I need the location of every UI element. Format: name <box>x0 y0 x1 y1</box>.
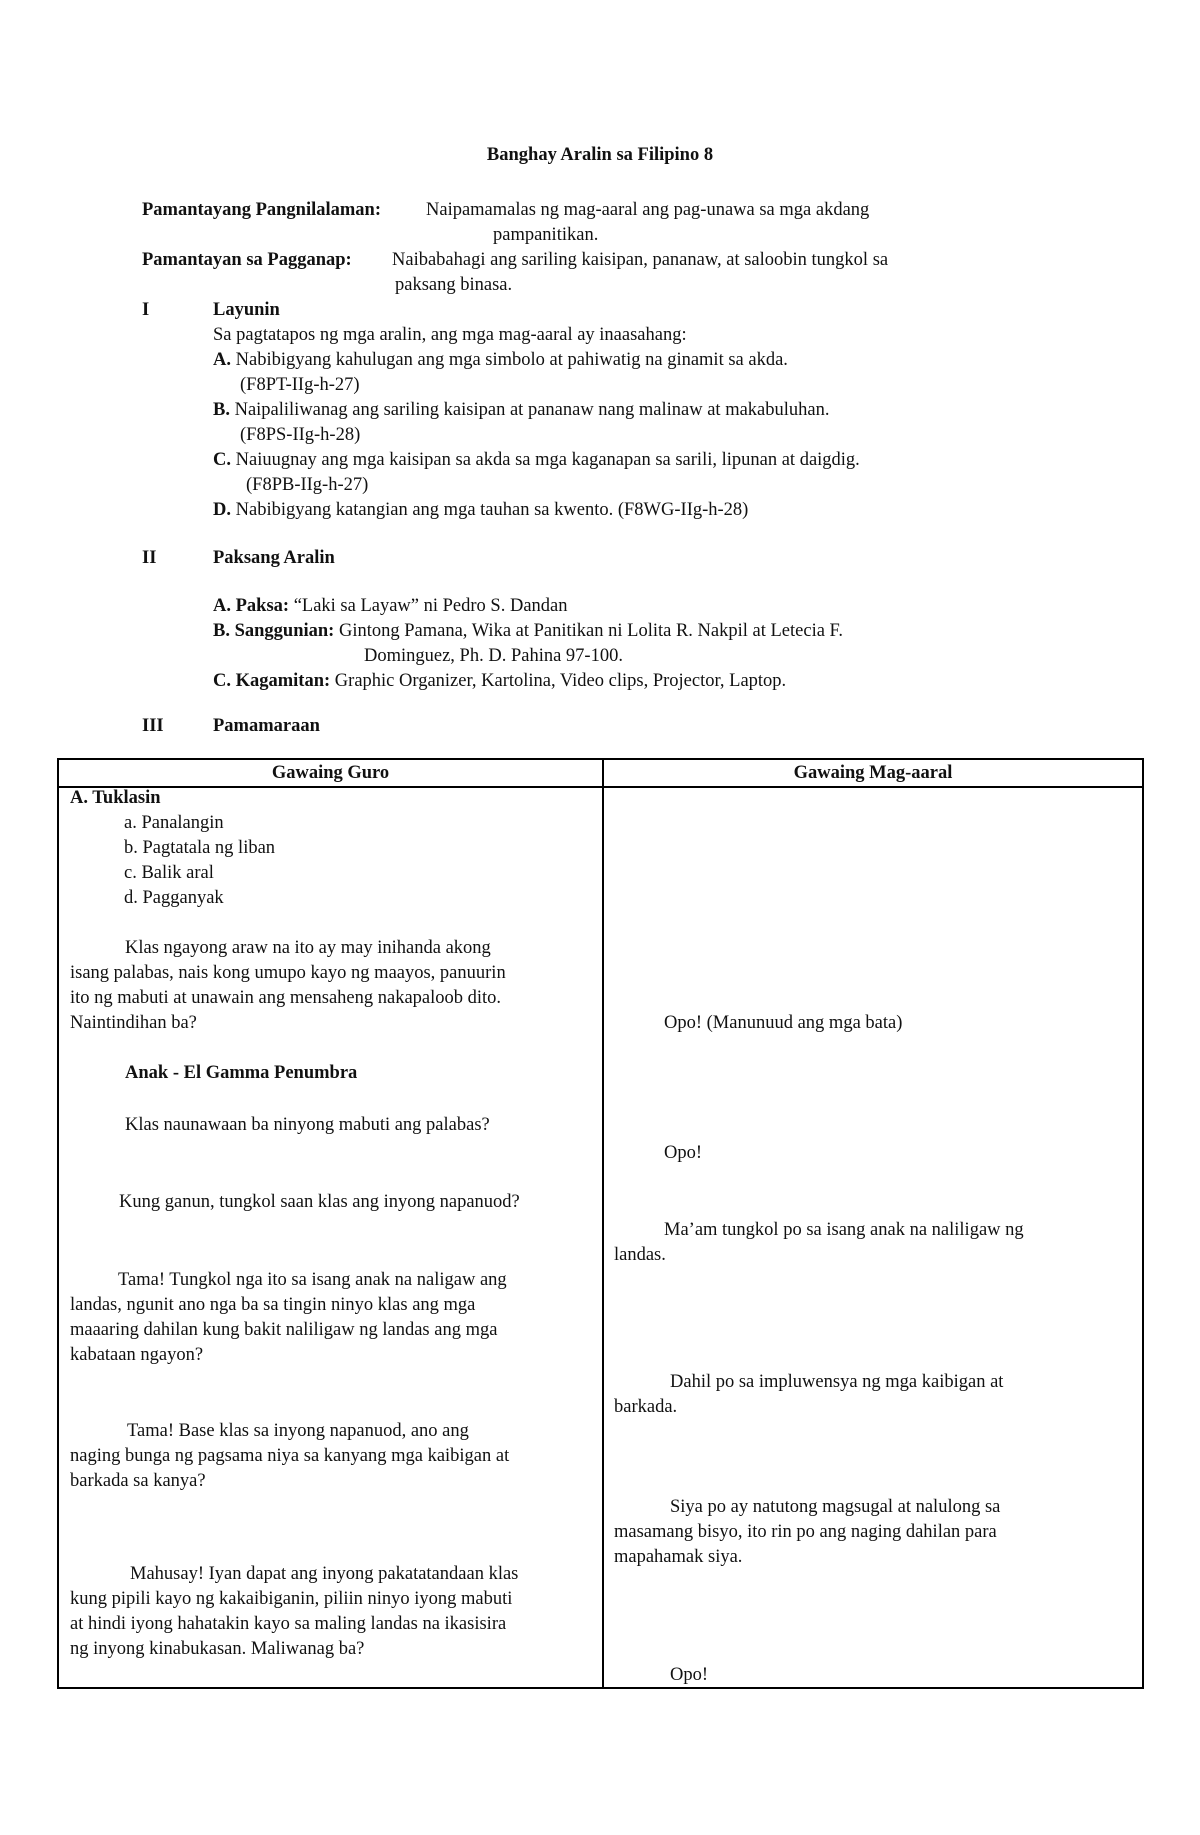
section-3-number: III <box>142 716 164 736</box>
objective-a <box>213 348 788 373</box>
section-1-heading: Layunin <box>213 300 280 320</box>
teacher-line: kung pipili kayo ng kakaibiganin, piliin ninyo iyong mabuti <box>70 1589 513 1609</box>
step-item: c. Balik aral <box>124 863 214 883</box>
step-item: d. Pagganyak <box>124 888 224 908</box>
video-title: Anak - El Gamma Penumbra <box>125 1063 358 1083</box>
step-item: b. Pagtatala ng liban <box>124 838 276 858</box>
objectives-intro: Sa pagtatapos ng mga aralin, ang mga mag-aaral ay inaasahang: <box>213 325 687 345</box>
section-1-number: I <box>142 300 150 320</box>
objective-c <box>213 448 860 473</box>
teacher-line: Tama! Base klas sa inyong napanuod, ano ang <box>127 1421 469 1441</box>
content-standard-label: Pamantayang Pangnilalaman: <box>142 200 381 220</box>
objective-letter: A. <box>213 350 231 370</box>
student-response: Opo! <box>670 1665 709 1685</box>
paksa-line <box>213 594 568 619</box>
teacher-line: at hindi iyong hahatakin kayo sa maling landas na ikasisira <box>70 1614 507 1634</box>
objective-letter: B. <box>213 400 230 420</box>
student-response-cont: mapahamak siya. <box>614 1547 743 1567</box>
objective-text: Nabibigyang kahulugan ang mga simbolo at pahiwatig na ginamit sa akda. <box>235 350 788 370</box>
teacher-line: landas, ngunit ano nga ba sa tingin ninyo klas ang mga <box>70 1295 476 1315</box>
teacher-line: ito ng mabuti at unawain ang mensaheng nakapaloob dito. <box>70 988 502 1008</box>
teacher-column-header: Gawaing Guro <box>271 763 390 783</box>
student-column-header: Gawaing Mag-aaral <box>793 763 953 783</box>
objective-text: Naiuugnay ang mga kaisipan sa akda sa mga kaganapan sa sarili, lipunan at daigdig. <box>235 450 860 470</box>
objective-d <box>213 498 748 523</box>
objective-b-code: (F8PS-IIg-h-28) <box>240 425 361 445</box>
sanggunian-line <box>213 619 843 644</box>
kagamitan-line <box>213 669 786 694</box>
tuklasin-heading: A. Tuklasin <box>70 788 161 808</box>
objective-letter: D. <box>213 500 231 520</box>
teacher-line: ng inyong kinabukasan. Maliwanag ba? <box>70 1639 365 1659</box>
student-response: Ma’am tungkol po sa isang anak na naliligaw ng <box>664 1220 1024 1240</box>
teacher-line: Mahusay! Iyan dapat ang inyong pakatatandaan klas <box>130 1564 519 1584</box>
kagamitan-label: C. Kagamitan: <box>213 671 331 691</box>
sanggunian-text-cont: Dominguez, Ph. D. Pahina 97-100. <box>364 646 623 666</box>
teacher-line: Kung ganun, tungkol saan klas ang inyong napanuod? <box>119 1192 520 1212</box>
teacher-line: kabataan ngayon? <box>70 1345 204 1365</box>
teacher-line: Tama! Tungkol nga ito sa isang anak na naligaw ang <box>118 1270 507 1290</box>
student-response: Dahil po sa impluwensya ng mga kaibigan at <box>670 1372 1004 1392</box>
teacher-line: isang palabas, nais kong umupo kayo ng maayos, panuurin <box>70 963 506 983</box>
sanggunian-label: B. Sanggunian: <box>213 621 335 641</box>
section-2-number: II <box>142 548 157 568</box>
content-standard-text-cont: pampanitikan. <box>493 225 599 245</box>
paksa-text: “Laki sa Layaw” ni Pedro S. Dandan <box>293 596 568 616</box>
performance-standard-text: Naibabahagi ang sariling kaisipan, pananaw, at saloobin tungkol sa <box>392 250 889 270</box>
teacher-line: Naintindihan ba? <box>70 1013 197 1033</box>
column-divider <box>602 760 604 1687</box>
objective-b <box>213 398 829 423</box>
teacher-line: Klas naunawaan ba ninyong mabuti ang palabas? <box>125 1115 490 1135</box>
student-response-cont: landas. <box>614 1245 666 1265</box>
header-divider <box>59 786 1142 788</box>
student-response: Siya po ay natutong magsugal at nalulong sa <box>670 1497 1001 1517</box>
step-item: a. Panalangin <box>124 813 224 833</box>
performance-standard-label: Pamantayan sa Pagganap: <box>142 250 352 270</box>
procedure-table <box>57 758 1144 1689</box>
paksa-label: A. Paksa: <box>213 596 290 616</box>
objective-a-code: (F8PT-IIg-h-27) <box>240 375 360 395</box>
teacher-line: naging bunga ng pagsama niya sa kanyang mga kaibigan at <box>70 1446 510 1466</box>
student-response: Opo! (Manunuud ang mga bata) <box>664 1013 903 1033</box>
objective-letter: C. <box>213 450 231 470</box>
section-3-heading: Pamamaraan <box>213 716 320 736</box>
page-title: Banghay Aralin sa Filipino 8 <box>486 145 714 165</box>
teacher-line: maaaring dahilan kung bakit naliligaw ng landas ang mga <box>70 1320 498 1340</box>
objective-c-code: (F8PB-IIg-h-27) <box>246 475 369 495</box>
objective-text: Nabibigyang katangian ang mga tauhan sa kwento. (F8WG-IIg-h-28) <box>235 500 749 520</box>
content-standard-text: Naipamamalas ng mag-aaral ang pag-unawa sa mga akdang <box>426 200 870 220</box>
section-2-heading: Paksang Aralin <box>213 548 335 568</box>
teacher-line: Klas ngayong araw na ito ay may inihanda akong <box>125 938 491 958</box>
teacher-line: barkada sa kanya? <box>70 1471 206 1491</box>
performance-standard-text-cont: paksang binasa. <box>395 275 513 295</box>
student-response-cont: masamang bisyo, ito rin po ang naging dahilan para <box>614 1522 997 1542</box>
student-response-cont: barkada. <box>614 1397 678 1417</box>
sanggunian-text: Gintong Pamana, Wika at Panitikan ni Lolita R. Nakpil at Letecia F. <box>338 621 843 641</box>
student-response: Opo! <box>664 1143 703 1163</box>
kagamitan-text: Graphic Organizer, Kartolina, Video clips, Projector, Laptop. <box>334 671 787 691</box>
objective-text: Naipaliliwanag ang sariling kaisipan at pananaw nang malinaw at makabuluhan. <box>234 400 830 420</box>
